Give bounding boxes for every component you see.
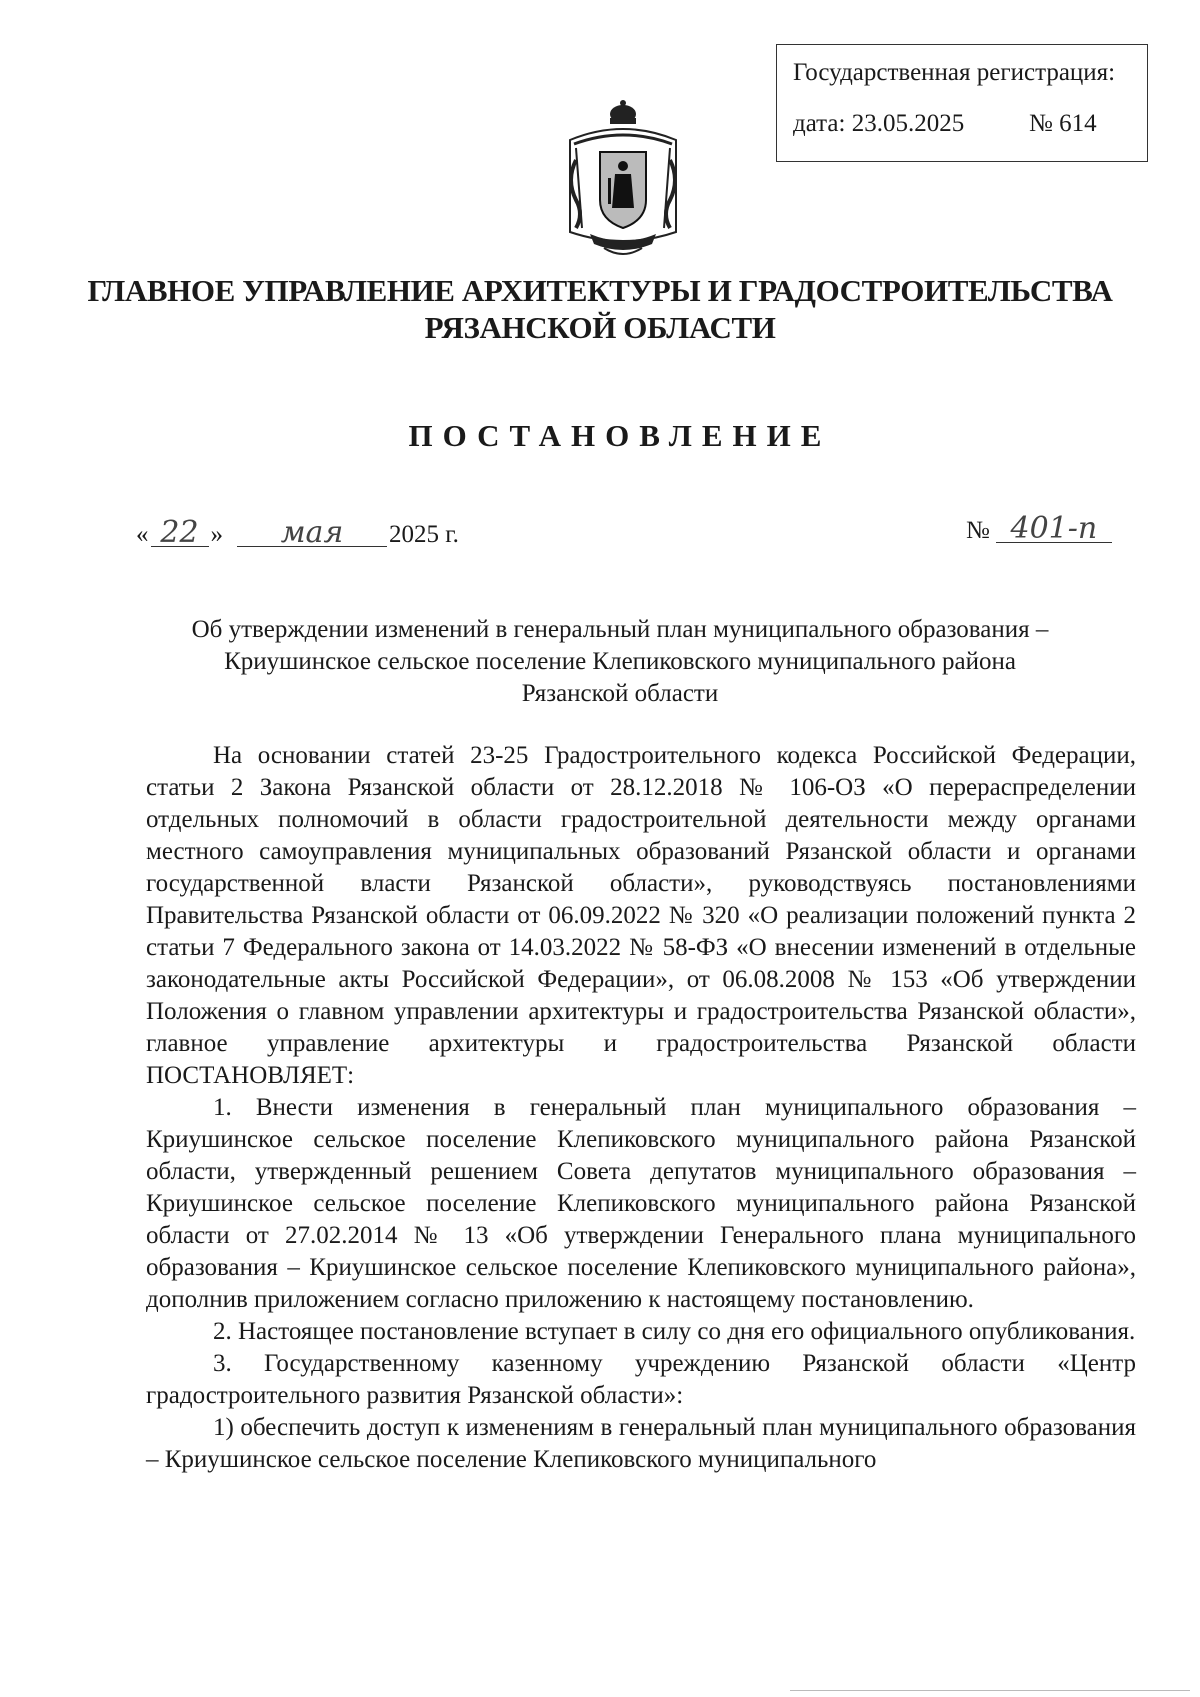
agency-name-line1: ГЛАВНОЕ УПРАВЛЕНИЕ АРХИТЕКТУРЫ И ГРАДОСТРОИТЕЛЬСТВА bbox=[87, 273, 1113, 308]
agency-name-line2: РЯЗАНСКОЙ ОБЛАСТИ bbox=[424, 310, 776, 345]
registration-title: Государственная регистрация: bbox=[793, 59, 1116, 86]
item-2-paragraph: 2. Настоящее постановление вступает в силу со дня его официального опубликования. bbox=[213, 1318, 1136, 1345]
document-body bbox=[146, 740, 1136, 1476]
preamble-paragraph: На основании статей 23-25 Градостроительного кодекса Российской Федерации, статьи 2 Закона Рязанской области от 28.12.2018 № 106-ОЗ «О перераспределении отдельных полномочий в области градостроительной деятельности между органами местного самоуправления муниципальных образований Рязанской области и органами государственной власти Рязанской области», руководствуясь постановлениями Правительства Рязанской области от 06.09.2022 № 320 «О реализации положений пункта 2 статьи 7 Федерального закона от 14.03.2022 № 58-ФЗ «О внесении изменений в отдельные законодательные акты Российской Федерации», от 06.08.2008 № 153 «Об утверждении Положения о главном управлении архитектуры и градостроительства Рязанской области», главное управление архитектуры и градостроительства Рязанской области ПОСТАНОВЛЯЕТ: bbox=[146, 742, 1136, 1089]
registration-number: № 614 bbox=[1029, 110, 1097, 137]
document-date bbox=[136, 515, 459, 550]
document-number bbox=[966, 511, 1112, 546]
number-label: № bbox=[966, 517, 990, 544]
subject-line1: Об утверждении изменений в генеральный план муниципального образования – bbox=[191, 616, 1049, 643]
subject-line3: Рязанской области bbox=[521, 680, 719, 707]
date-month-handwritten: мая bbox=[237, 520, 387, 547]
item-3-paragraph: 3. Государственному казенному учреждению Рязанской области «Центр градостроительного развития Рязанской области»: bbox=[146, 1350, 1136, 1409]
subject-line2: Криушинское сельское поселение Клепиковского муниципального района bbox=[224, 648, 1016, 675]
number-handwritten: 401-п bbox=[996, 516, 1112, 543]
item-3-1-paragraph: 1) обеспечить доступ к изменениям в генеральный план муниципального образования – Криушинское сельское поселение Клепиковского муниципального bbox=[146, 1414, 1136, 1473]
date-close-quote: » bbox=[210, 521, 223, 548]
registration-date: дата: 23.05.2025 bbox=[793, 110, 965, 137]
page-edge-line bbox=[790, 1690, 1190, 1691]
document-subject bbox=[120, 614, 1120, 710]
date-open-quote: « bbox=[136, 521, 149, 548]
document-type: ПОСТАНОВЛЕНИЕ bbox=[408, 418, 832, 453]
item-1-paragraph: 1. Внести изменения в генеральный план муниципального образования – Криушинское сельское поселение Клепиковского муниципального района Рязанской области, утвержденный решением Совета депутатов муниципального образования – Криушинское сельское поселение Клепиковского муниципального района Рязанской области от 27.02.2014 № 13 «Об утверждении Генерального плана муниципального образования – Криушинское сельское поселение Клепиковского муниципального района», дополнив приложением согласно приложению к настоящему постановлению. bbox=[146, 1094, 1136, 1313]
coat-of-arms-emblem bbox=[560, 100, 686, 262]
date-day-handwritten: 22 bbox=[151, 520, 209, 547]
registration-stamp bbox=[776, 44, 1148, 162]
date-year: 2025 г. bbox=[389, 521, 459, 548]
agency-name bbox=[0, 272, 1200, 346]
